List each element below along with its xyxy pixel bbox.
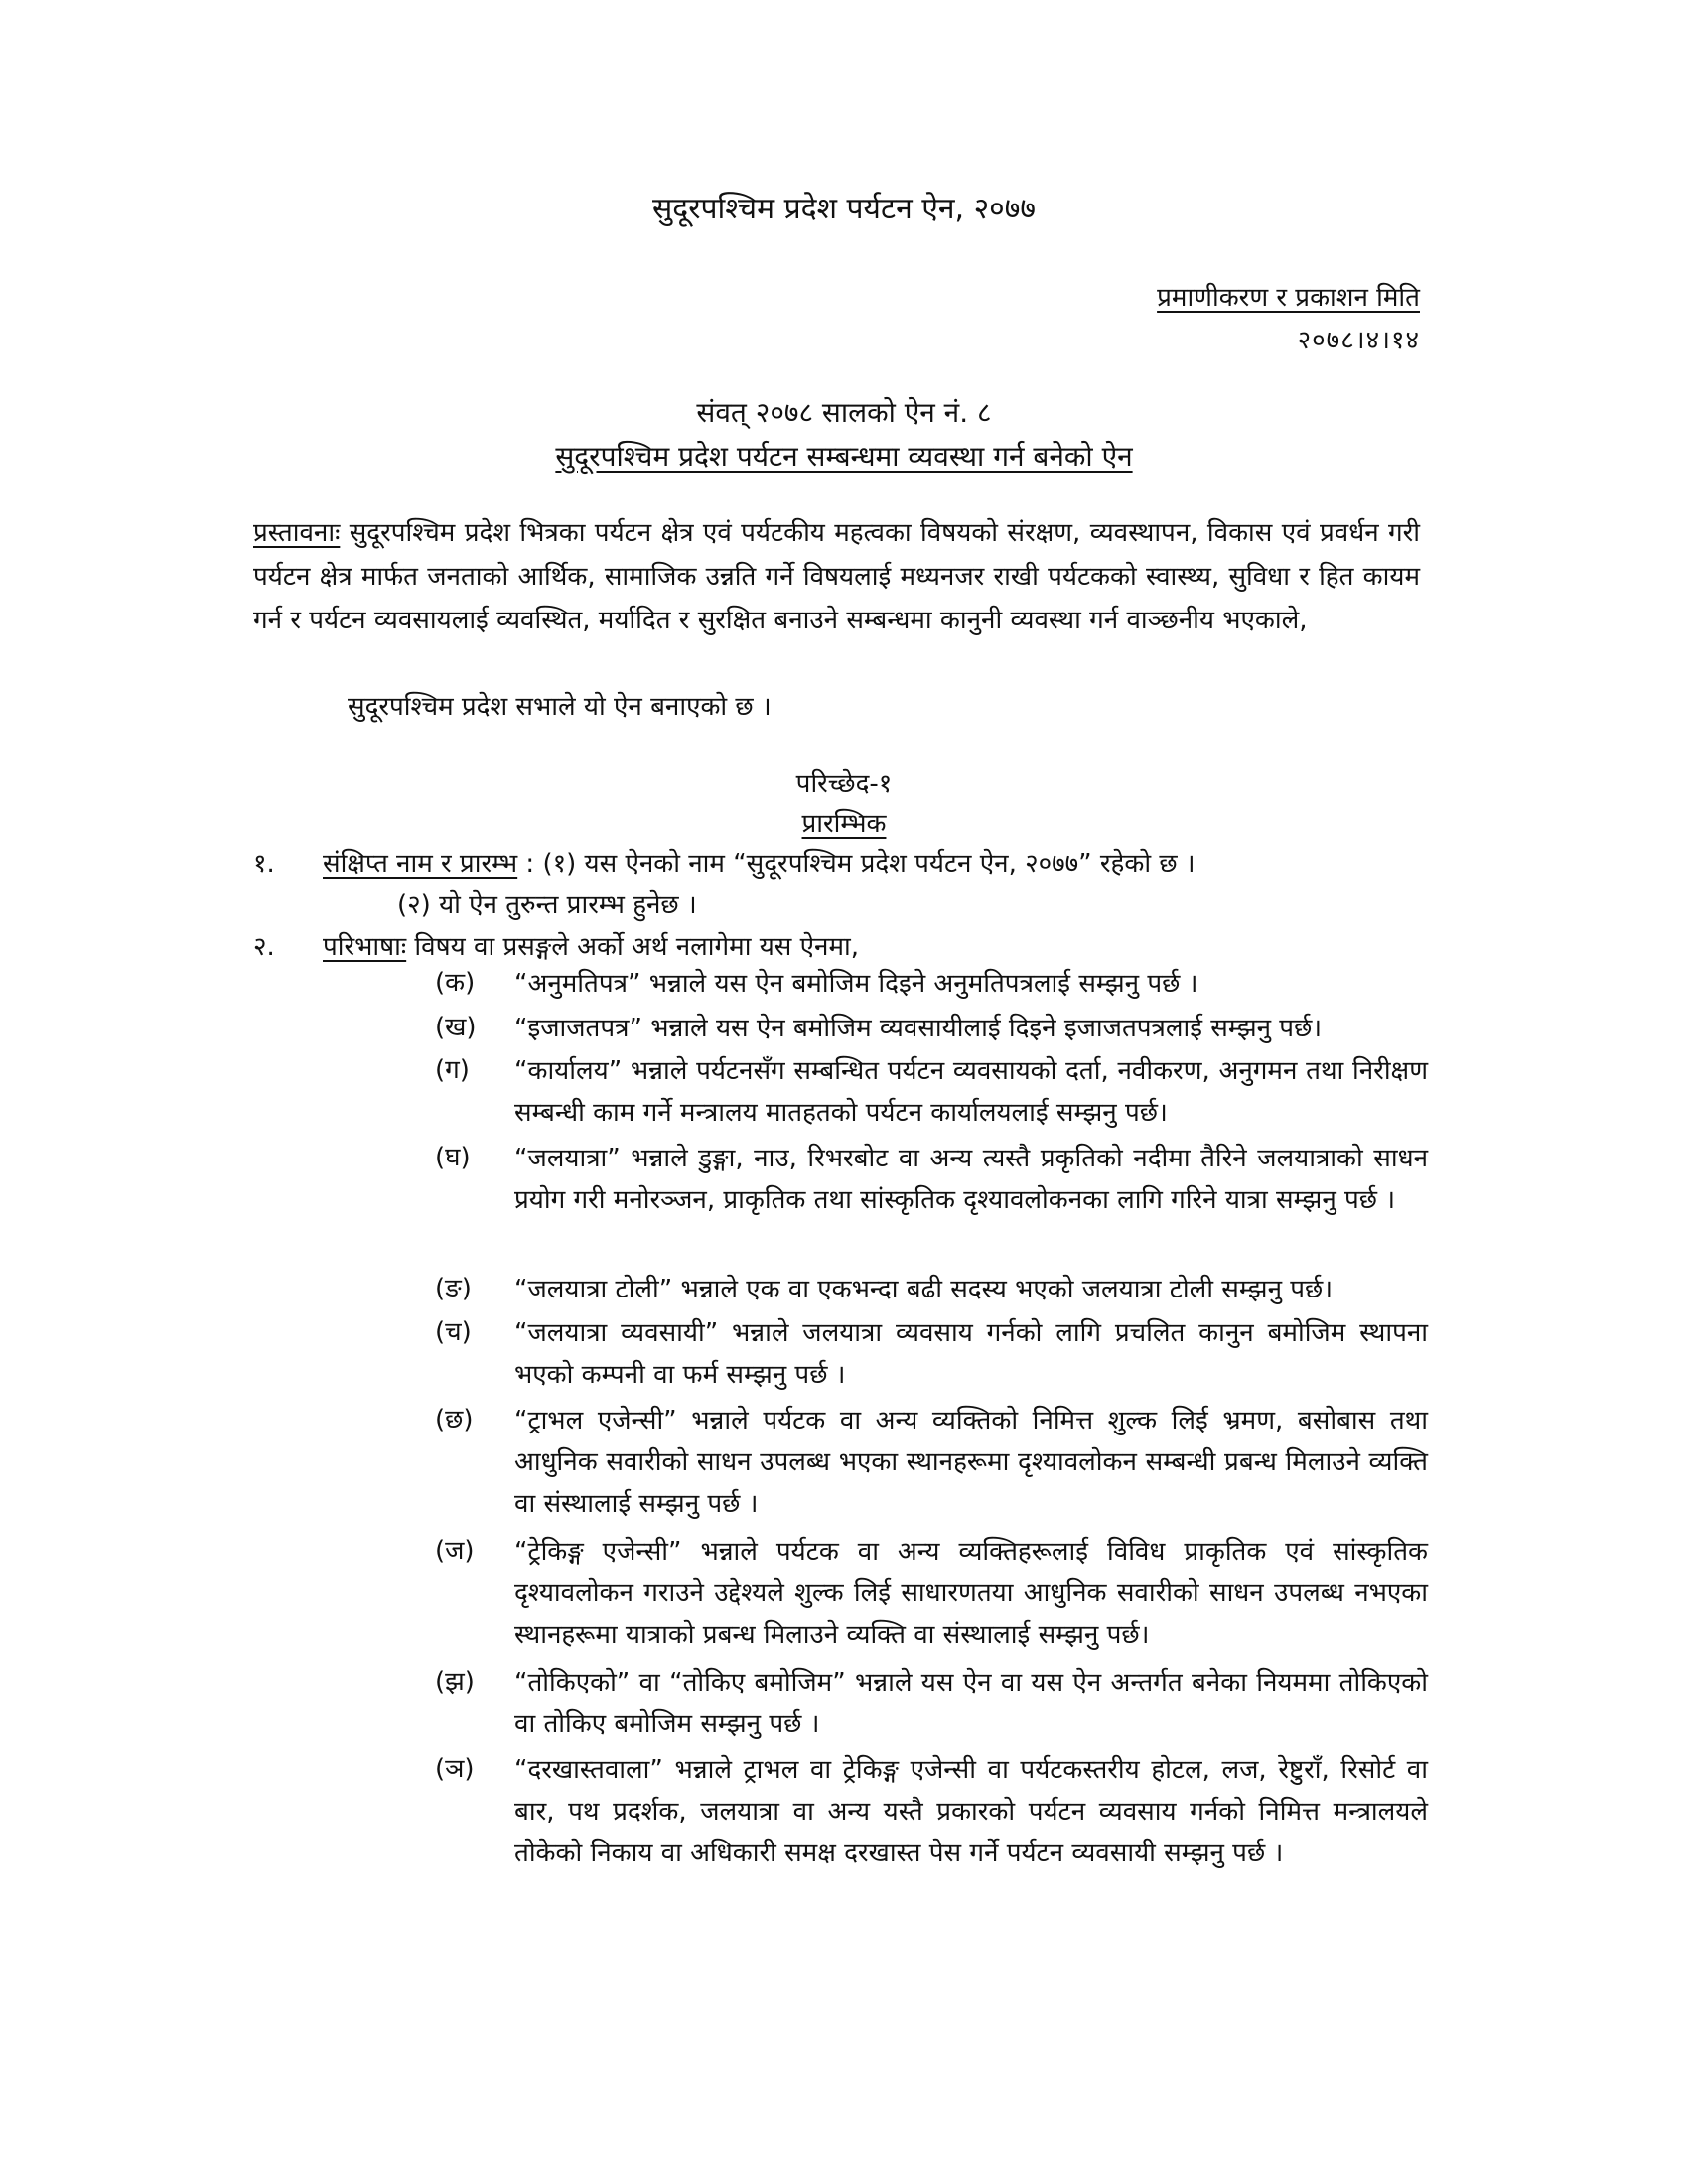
section-number: १. bbox=[253, 849, 275, 879]
act-number: संवत् २०७८ सालको ऐन नं. ८ bbox=[696, 396, 992, 429]
definition-text: “ट्रेकिङ्ग एजेन्सी” भन्नाले पर्यटक वा अन्य व्यक्तिहरूलाई विविध प्राकृतिक एवं सांस्कृतिक दृश्यावलोकन गराउने उद्देश्यले शुल्क लिई साधारणतया आधुनिक सवारीको साधन उपलब्ध नभएका स्थानहरूमा यात्राको प्रबन्ध मिलाउने व्यक्ति वा संस्थालाई सम्झनु पर्छ। bbox=[514, 1537, 1428, 1650]
enactment-clause: सुदूरपश्चिम प्रदेश सभाले यो ऐन बनाएको छ । bbox=[348, 692, 772, 722]
definition-item bbox=[435, 1269, 1428, 1310]
definition-item bbox=[435, 963, 1428, 1005]
preamble-label: प्रस्तावनाः bbox=[253, 518, 341, 548]
section-text: : (१) यस ऐनको नाम “सुदूरपश्चिम प्रदेश पर्यटन ऐन, २०७७” रहेको छ । bbox=[517, 849, 1196, 879]
section-line bbox=[323, 927, 859, 963]
definition-item bbox=[435, 1531, 1428, 1656]
authentication-label: प्रमाणीकरण र प्रकाशन मिति bbox=[1157, 283, 1420, 313]
definition-item bbox=[435, 1749, 1428, 1874]
definition-item bbox=[435, 1400, 1428, 1525]
definition-mark: (क) bbox=[435, 968, 476, 998]
authentication-date: २०७८।४।१४ bbox=[1297, 326, 1420, 355]
subsection: (२) यो ऐन तुरुन्त प्रारम्भ हुनेछ । bbox=[397, 890, 697, 920]
section-line bbox=[323, 844, 1196, 880]
definition-text: “तोकिएको” वा “तोकिए बमोजिम” भन्नाले यस ऐन वा यस ऐन अन्तर्गत बनेका नियममा तोकिएको वा तोकिए बमोजिम सम्झनु पर्छ । bbox=[514, 1668, 1428, 1739]
section-text: विषय वा प्रसङ्गले अर्को अर्थ नलागेमा यस ऐनमा, bbox=[406, 932, 860, 962]
act-name bbox=[0, 437, 1688, 475]
definition-text: “अनुमतिपत्र” भन्नाले यस ऐन बमोजिम दिइने अनुमतिपत्रलाई सम्झनु पर्छ । bbox=[514, 969, 1198, 999]
definition-mark: (ख) bbox=[435, 1013, 477, 1042]
document-title: सुदूरपश्चिम प्रदेश पर्यटन ऐन, २०७७ bbox=[652, 192, 1036, 226]
definition-mark: (च) bbox=[435, 1317, 472, 1347]
definition-item bbox=[435, 1312, 1428, 1396]
definition-text: “जलयात्रा टोली” भन्नाले एक वा एकभन्दा बढी सदस्य भएको जलयात्रा टोली सम्झनु पर्छ। bbox=[514, 1275, 1334, 1304]
act-name-text: सुदूरपश्चिम प्रदेश पर्यटन सम्बन्धमा व्यवस्था गर्न बनेको ऐन bbox=[555, 440, 1133, 473]
definition-text: “कार्यालय” भन्नाले पर्यटनसँग सम्बन्धित पर्यटन व्यवसायको दर्ता, नवीकरण, अनुगमन तथा निरीक्षण सम्बन्धी काम गर्ने मन्त्रालय मातहतको पर्यटन कार्यालयलाई सम्झनु पर्छ। bbox=[514, 1056, 1428, 1128]
definition-mark: (ञ) bbox=[435, 1754, 475, 1784]
definition-mark: (घ) bbox=[435, 1143, 471, 1172]
definition-mark: (छ) bbox=[435, 1405, 474, 1434]
preamble-text: सुदूरपश्चिम प्रदेश भित्रका पर्यटन क्षेत्र एवं पर्यटकीय महत्वका विषयको संरक्षण, व्यवस्थापन, विकास एवं प्रवर्धन गरी पर्यटन क्षेत्र मार्फत जनताको आर्थिक, सामाजिक उन्नति गर्ने विषयलाई मध्यनजर राखी पर्यटकको स्वास्थ्य, सुविधा र हित कायम गर्न र पर्यटन व्यवसायलाई व्यवस्थित, मर्यादित र सुरक्षित बनाउने सम्बन्धमा कानुनी व्यवस्था गर्न वाञ्छनीय भएकाले, bbox=[253, 518, 1420, 635]
section-heading: परिभाषाः bbox=[323, 932, 407, 962]
preamble bbox=[253, 511, 1420, 642]
definition-text: “ट्राभल एजेन्सी” भन्नाले पर्यटक वा अन्य व्यक्तिको निमित्त शुल्क लिई भ्रमण, बसोबास तथा आधुनिक सवारीको साधन उपलब्ध भएका स्थानहरूमा दृश्यावलोकन सम्बन्धी प्रबन्ध मिलाउने व्यक्ति वा संस्थालाई सम्झनु पर्छ । bbox=[514, 1406, 1428, 1519]
section-heading: संक्षिप्त नाम र प्रारम्भ bbox=[323, 849, 518, 879]
definition-text: “दरखास्तवाला” भन्नाले ट्राभल वा ट्रेकिङ्ग एजेन्सी वा पर्यटकस्तरीय होटल, लज, रेष्टुराँ, रिसोर्ट वा बार, पथ प्रदर्शक, जलयात्रा वा अन्य यस्तै प्रकारको पर्यटन व्यवसाय गर्नको निमित्त मन्त्रालयले तोकेको निकाय वा अधिकारी समक्ष दरखास्त पेस गर्ने पर्यटन व्यवसायी सम्झनु पर्छ । bbox=[514, 1755, 1428, 1868]
chapter-number: परिच्छेद-१ bbox=[795, 769, 893, 799]
definition-item bbox=[435, 1138, 1428, 1221]
definition-text: “जलयात्रा” भन्नाले डुङ्गा, नाउ, रिभरबोट वा अन्य त्यस्तै प्रकृतिको नदीमा तैरिने जलयात्राको साधन प्रयोग गरी मनोरञ्जन, प्राकृतिक तथा सांस्कृतिक दृश्यावलोकनका लागि गरिने यात्रा सम्झनु पर्छ । bbox=[514, 1144, 1428, 1215]
definition-text: “जलयात्रा व्यवसायी” भन्नाले जलयात्रा व्यवसाय गर्नको लागि प्रचलित कानुन बमोजिम स्थापना भएको कम्पनी वा फर्म सम्झनु पर्छ । bbox=[514, 1318, 1428, 1390]
definition-item bbox=[435, 1662, 1428, 1745]
definition-mark: (ङ) bbox=[435, 1274, 472, 1303]
definition-mark: (झ) bbox=[435, 1667, 475, 1697]
definition-item bbox=[435, 1050, 1428, 1134]
definition-text: “इजाजतपत्र” भन्नाले यस ऐन बमोजिम व्यवसायीलाई दिइने इजाजतपत्रलाई सम्झनु पर्छ। bbox=[514, 1014, 1323, 1043]
section-number: २. bbox=[253, 932, 275, 962]
definition-item bbox=[435, 1008, 1428, 1049]
chapter-title bbox=[0, 804, 1688, 840]
chapter-title-text: प्रारम्भिक bbox=[801, 809, 887, 839]
definition-mark: (ज) bbox=[435, 1536, 475, 1566]
definition-mark: (ग) bbox=[435, 1055, 470, 1085]
